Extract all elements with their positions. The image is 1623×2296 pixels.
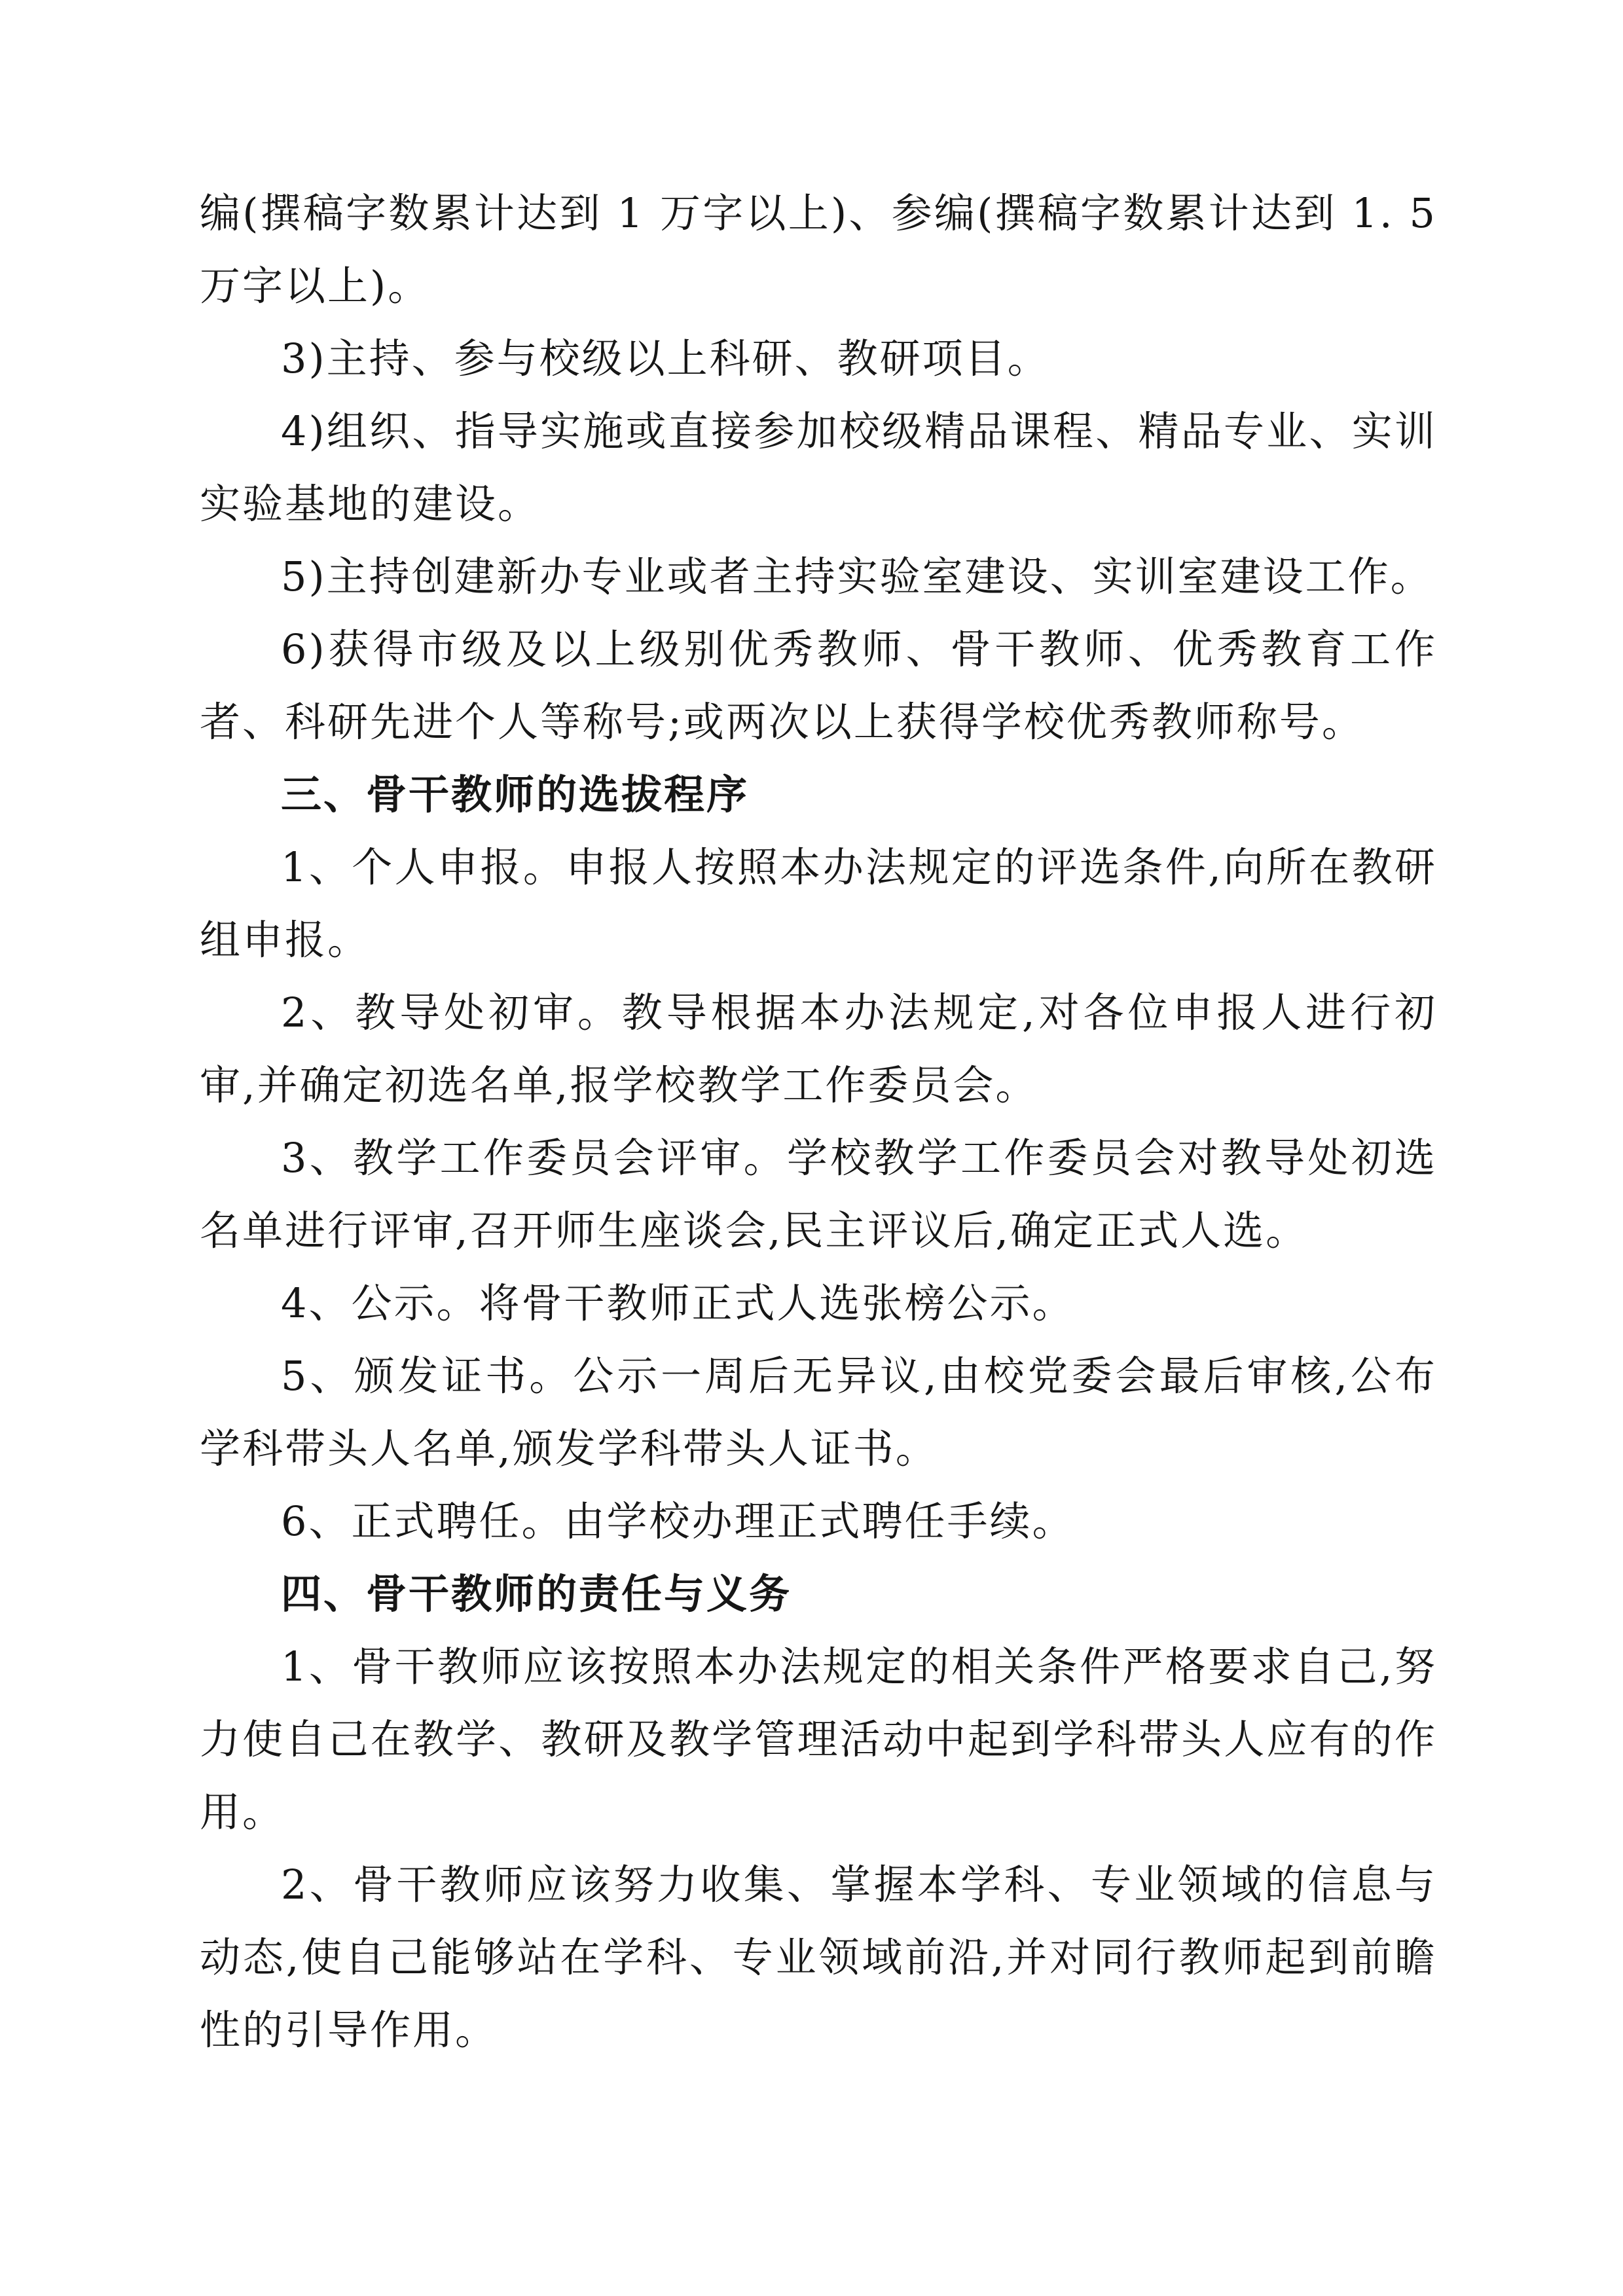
paragraph-step-5: 5、颁发证书。公示一周后无异议,由校党委会最后审核,公布学科带头人名单,颁发学科带头人证书。	[200, 1352, 1437, 1472]
paragraph-duty-2: 2、骨干教师应该努力收集、掌握本学科、专业领域的信息与动态,使自己能够站在学科、专业领域前沿,并对同行教师起到前瞻性的引导作用。	[200, 1861, 1437, 2054]
paragraph-step-3: 3、教学工作委员会评审。学校教学工作委员会对教导处初选名单进行评审,召开师生座谈会,民主评议后,确定正式人选。	[200, 1134, 1437, 1254]
paragraph-step-1: 1、个人申报。申报人按照本办法规定的评选条件,向所在教研组申报。	[200, 843, 1437, 964]
document-body	[200, 177, 1437, 2066]
section-heading-4: 四、骨干教师的责任与义务	[281, 1570, 792, 1618]
paragraph-step-2: 2、教导处初审。教导根据本办法规定,对各位申报人进行初审,并确定初选名单,报学校教学工作委员会。	[200, 989, 1437, 1109]
paragraph-step-4: 4、公示。将骨干教师正式人选张榜公示。	[281, 1279, 1075, 1327]
section-heading-3: 三、骨干教师的选拔程序	[281, 771, 750, 818]
paragraph-step-6: 6、正式聘任。由学校办理正式聘任手续。	[281, 1497, 1075, 1545]
paragraph-item-3: 3)主持、参与校级以上科研、教研项目。	[281, 335, 1050, 382]
paragraph-continuation: 编(撰稿字数累计达到 1 万字以上)、参编(撰稿字数累计达到 1. 5 万字以上)。	[200, 189, 1437, 310]
paragraph-item-4: 4)组织、指导实施或直接参加校级精品课程、精品专业、实训实验基地的建设。	[200, 407, 1437, 528]
paragraph-item-6: 6)获得市级及以上级别优秀教师、骨干教师、优秀教育工作者、科研先进个人等称号;或两次以上获得学校优秀教师称号。	[200, 625, 1437, 746]
paragraph-item-5: 5)主持创建新办专业或者主持实验室建设、实训室建设工作。	[281, 553, 1433, 600]
paragraph-duty-1: 1、骨干教师应该按照本办法规定的相关条件严格要求自己,努力使自己在教学、教研及教学管理活动中起到学科带头人应有的作用。	[200, 1643, 1437, 1836]
